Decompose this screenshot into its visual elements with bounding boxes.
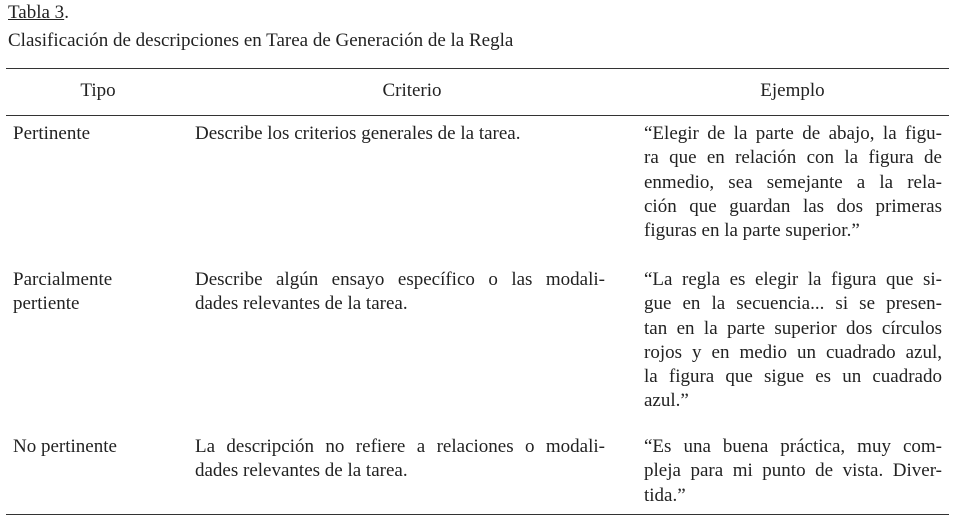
row-3-ejemplo-line: “Es una buena práctica, muy com- bbox=[644, 436, 942, 457]
table-bottom-rule bbox=[6, 514, 949, 515]
row-1-criterio bbox=[195, 122, 605, 146]
row-3-tipo-line: No pertinente bbox=[13, 436, 117, 457]
table-header-rule bbox=[6, 115, 949, 116]
row-3-ejemplo-line: pleja para mi punto de vista. Diver- bbox=[644, 460, 942, 482]
row-2-ejemplo-line: la figura que sigue es un cuadrado bbox=[644, 366, 942, 388]
table-label bbox=[8, 2, 69, 24]
row-1-ejemplo-line: enmedio, sea semejante a la rela- bbox=[644, 171, 942, 193]
row-3-criterio bbox=[195, 435, 605, 484]
table-title: Clasificación de descripciones en Tarea de Generación de la Regla bbox=[8, 30, 514, 51]
table-label-text: Tabla 3 bbox=[8, 2, 65, 23]
row-1-ejemplo bbox=[644, 122, 942, 243]
header-criterio: Criterio bbox=[382, 80, 442, 101]
row-2-ejemplo-line: rojos y en medio un cuadrado azul, bbox=[644, 341, 942, 363]
table-label-suffix: . bbox=[64, 2, 69, 23]
row-1-ejemplo-line: ra que en relación con la figura de bbox=[644, 147, 942, 169]
row-3-ejemplo-line: tida.” bbox=[644, 484, 686, 506]
row-3-ejemplo bbox=[644, 435, 942, 508]
row-1-ejemplo-line: “Elegir de la parte de abajo, la figu- bbox=[644, 123, 942, 144]
row-1-ejemplo-line: ción que guardan las dos primeras bbox=[644, 195, 942, 217]
header-ejemplo: Ejemplo bbox=[760, 80, 825, 101]
row-1-tipo-line: Pertinente bbox=[13, 123, 91, 144]
row-2-tipo bbox=[13, 268, 183, 317]
row-2-criterio bbox=[195, 268, 605, 317]
row-2-tipo-line: pertiente bbox=[13, 293, 80, 315]
row-2-ejemplo-line: “La regla es elegir la figura que si- bbox=[644, 269, 942, 290]
row-1-tipo bbox=[13, 122, 183, 146]
row-1-ejemplo-line: figuras en la parte superior.” bbox=[644, 220, 860, 242]
row-2-criterio-line: dades relevantes de la tarea. bbox=[195, 293, 408, 315]
row-2-criterio-line: Describe algún ensayo específico o las modali- bbox=[195, 269, 605, 290]
row-3-criterio-line: dades relevantes de la tarea. bbox=[195, 460, 408, 482]
row-1-criterio-line: Describe los criterios generales de la tarea. bbox=[195, 123, 521, 144]
row-2-ejemplo-line: azul.” bbox=[644, 390, 689, 412]
row-3-tipo bbox=[13, 435, 183, 459]
row-2-ejemplo bbox=[644, 268, 942, 414]
header-tipo: Tipo bbox=[80, 80, 116, 101]
row-2-ejemplo-line: tan en la parte superior dos círculos bbox=[644, 317, 942, 339]
table-top-rule bbox=[6, 68, 949, 69]
row-3-criterio-line: La descripción no refiere a relaciones o modali- bbox=[195, 436, 605, 457]
row-2-tipo-line: Parcialmente bbox=[13, 269, 113, 290]
row-2-ejemplo-line: gue en la secuencia... si se presen- bbox=[644, 293, 942, 315]
